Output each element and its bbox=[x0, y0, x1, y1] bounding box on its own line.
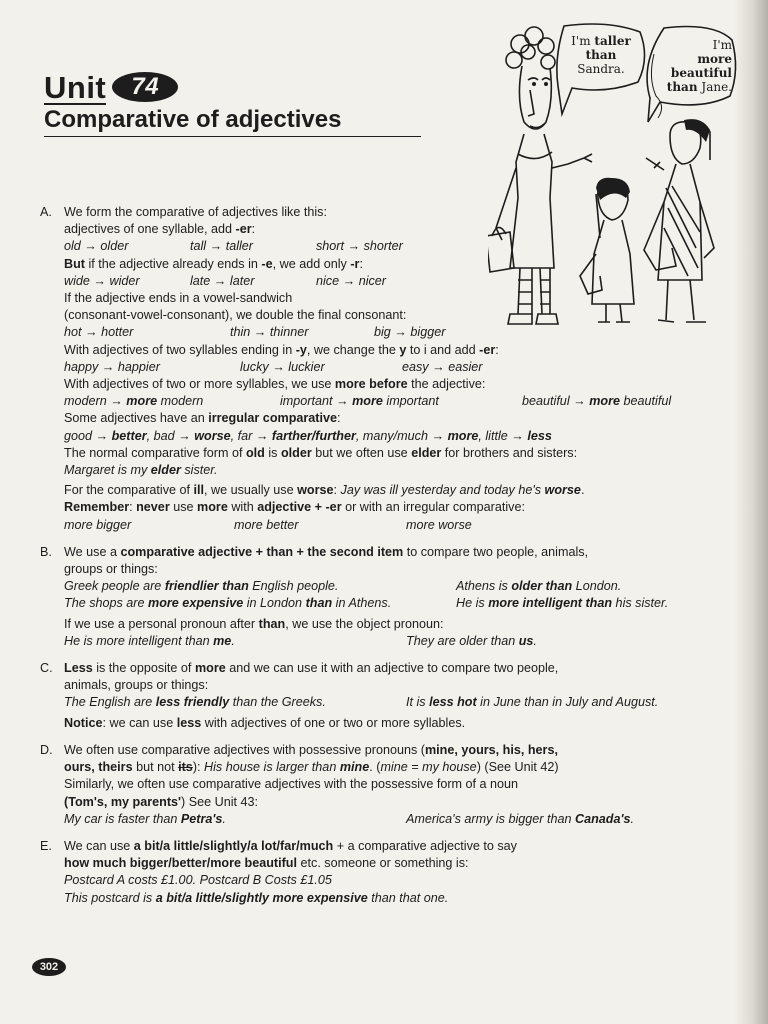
text-line: how much bigger/better/more beautiful etc. someone or something is: bbox=[64, 856, 469, 871]
wrong-example: more worse bbox=[406, 517, 472, 532]
section-letter: A. bbox=[40, 205, 52, 219]
example-item: tall → taller bbox=[190, 239, 253, 254]
example-line: good → better, bad → worse, far → farther/further, many/much → more, little → less bbox=[64, 428, 552, 443]
section-letter: D. bbox=[40, 742, 53, 757]
section-letter: C. bbox=[40, 661, 53, 676]
example-item: old → older bbox=[64, 239, 129, 254]
text-line: We use a comparative adjective + than + the second item to compare two people, animals, bbox=[64, 544, 589, 559]
example-line-wrong bbox=[64, 517, 720, 534]
example-line: Margaret is my elder sister. bbox=[64, 463, 218, 478]
text-line: If we use a personal pronoun after than, we use the object pronoun: bbox=[64, 616, 444, 631]
text-line: We can use a bit/a little/slightly/a lot/far/much + a comparative adjective to say bbox=[64, 838, 517, 853]
bubble-right-line4: Jane. bbox=[697, 80, 732, 94]
text-line: animals, groups or things: bbox=[64, 678, 209, 693]
section-c bbox=[40, 660, 720, 732]
text-line: Notice: we can use less with adjectives of one or two or more syllables. bbox=[64, 715, 466, 730]
page-number-badge: 302 bbox=[32, 958, 66, 976]
example-line: Greek people are friendlier than English people. Athens is older than London. bbox=[64, 579, 622, 594]
section-b bbox=[40, 544, 720, 650]
bubble-right-line4-bold: than bbox=[666, 80, 698, 94]
text-line: The normal comparative form of old is older but we often use elder for brothers and sisters: bbox=[64, 445, 578, 460]
section-letter: E. bbox=[40, 838, 52, 853]
text-line: We form the comparative of adjectives like this: bbox=[64, 205, 327, 219]
example-line: Postcard A costs £1.00. Postcard B Costs £1.05 bbox=[64, 873, 332, 888]
text-line: (consonant-vowel-consonant), we double the final consonant: bbox=[64, 308, 407, 323]
unit-number-badge: 74 bbox=[112, 72, 178, 102]
bubble-left-line1: I'm bbox=[571, 34, 595, 48]
bubble-right-line1: I'm bbox=[712, 38, 732, 52]
example-item: thin → thinner bbox=[230, 325, 309, 340]
bubble-right-line2: more bbox=[697, 52, 732, 66]
example-line bbox=[64, 324, 720, 341]
example-item: beautiful → more beautiful bbox=[522, 394, 672, 409]
unit-heading bbox=[44, 70, 178, 106]
text-line: Less is the opposite of more and we can use it with an adjective to compare two people, bbox=[64, 661, 559, 676]
example-line bbox=[64, 273, 720, 290]
text-line: With adjectives of two syllables ending in -y, we change the y to i and add -er: bbox=[64, 342, 499, 357]
section-a bbox=[40, 204, 720, 534]
unit-word: Unit bbox=[44, 70, 107, 105]
bubble-right-line3: beautiful bbox=[670, 66, 732, 80]
bubble-left-line1-bold: taller bbox=[594, 34, 631, 48]
text-line: (Tom's, my parents') See Unit 43: bbox=[64, 794, 259, 809]
example-line: This postcard is a bit/a little/slightly more expensive than that one. bbox=[64, 890, 449, 905]
example-line: He is more intelligent than me. They are older than us. bbox=[64, 633, 537, 648]
bubble-left-line3: Sandra. bbox=[577, 62, 625, 76]
example-line bbox=[64, 393, 720, 410]
speech-bubble-left bbox=[566, 34, 636, 76]
text-line: With adjectives of two or more syllables, we use more before the adjective: bbox=[64, 377, 486, 392]
example-line bbox=[64, 238, 720, 255]
example-item: lucky → luckier bbox=[240, 359, 325, 374]
example-item: important → more important bbox=[280, 394, 439, 409]
section-e bbox=[40, 838, 720, 907]
example-item: nice → nicer bbox=[316, 273, 386, 288]
example-line: The English are less friendly than the Greeks. It is less hot in June than in July and August. bbox=[64, 695, 659, 710]
text-line: Some adjectives have an irregular comparative: bbox=[64, 411, 341, 426]
example-item: easy → easier bbox=[402, 359, 483, 374]
text-line: groups or things: bbox=[64, 562, 158, 577]
text-line: But if the adjective already ends in -e, we add only -r: bbox=[64, 256, 363, 271]
speech-bubble-right bbox=[654, 38, 732, 94]
example-item: wide → wider bbox=[64, 273, 140, 288]
example-line: The shops are more expensive in London than in Athens. He is more intelligent than his sister. bbox=[64, 596, 669, 611]
text-line: adjectives of one syllable, add -er: bbox=[64, 222, 256, 237]
example-line bbox=[64, 359, 720, 376]
example-item: hot → hotter bbox=[64, 325, 134, 340]
text-line: Remember: never use more with adjective + -er or with an irregular comparative: bbox=[64, 500, 525, 515]
wrong-example: more bigger bbox=[64, 517, 132, 532]
example-item: big → bigger bbox=[374, 325, 446, 340]
page-title: Comparative of adjectives bbox=[44, 106, 421, 137]
wrong-example: more better bbox=[234, 517, 299, 532]
text-line: We often use comparative adjectives with possessive pronouns (mine, yours, his, hers, bbox=[64, 742, 558, 757]
example-item: modern → more modern bbox=[64, 394, 204, 409]
example-item: happy → happier bbox=[64, 359, 160, 374]
section-letter: B. bbox=[40, 544, 52, 559]
bubble-left-line2: than bbox=[585, 48, 617, 62]
text-line: For the comparative of ill, we usually use worse: Jay was ill yesterday and today he's worse. bbox=[64, 483, 585, 498]
example-item: late → later bbox=[190, 273, 255, 288]
example-item: short → shorter bbox=[316, 239, 403, 254]
main-content bbox=[40, 204, 720, 914]
example-line: My car is faster than Petra's. America's army is bigger than Canada's. bbox=[64, 811, 634, 826]
text-line: Similarly, we often use comparative adjectives with the possessive form of a noun bbox=[64, 777, 519, 792]
text-line: ours, theirs but not its): His house is larger than mine. (mine = my house) (See Unit 42) bbox=[64, 760, 559, 775]
text-line: If the adjective ends in a vowel-sandwich bbox=[64, 291, 293, 306]
section-d bbox=[40, 742, 720, 828]
